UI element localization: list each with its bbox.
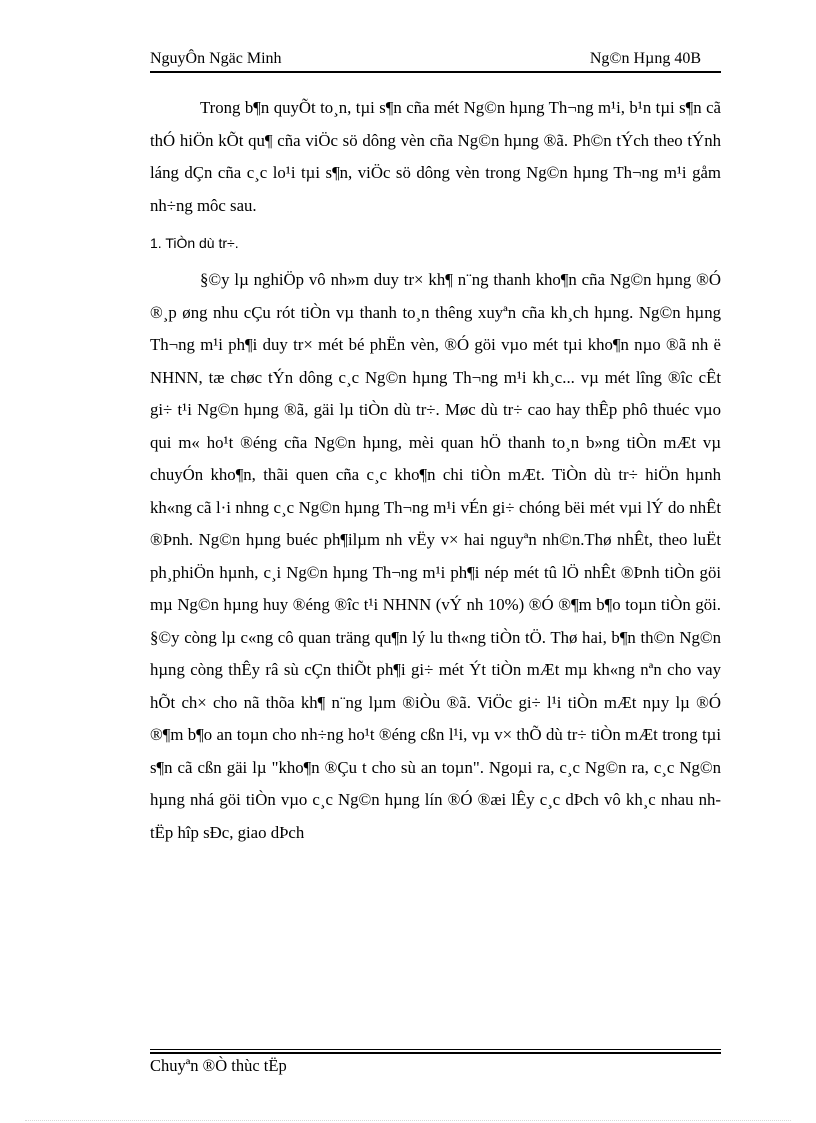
- page-bottom-edge: [25, 1120, 791, 1121]
- section-heading: 1. TiÒn dù tr÷.: [150, 235, 239, 251]
- page-body: [150, 92, 721, 849]
- intro-paragraph: Trong b¶n quyÕt to¸n, tµi s¶n cña mét Ng©n hµng Th¬ng m¹i, b¹n tµi s¶n cã thÓ hiÖn kÕt qu¶ cña viÖc sö dông vèn cña Ng©n hµng ®ã. Ph©n tÝch theo tÝnh láng dÇn cña c¸c lo¹i tµi s¶n, viÖc sö dông vèn trong Ng©n hµng Th¬ng m¹i gåm nh÷ng môc sau.: [150, 98, 721, 215]
- page-footer: Chuyªn ®Ò thùc tËp: [150, 1056, 287, 1075]
- header-author: NguyÔn Ngäc Minh: [150, 50, 282, 67]
- page-header: [150, 50, 721, 70]
- header-class-name: Ng©n Hµng 40B: [589, 50, 701, 67]
- footer-divider-thick: [150, 1052, 721, 1054]
- header-divider: [150, 71, 721, 73]
- section-paragraph: §©y lµ nghiÖp vô nh»m duy tr× kh¶ n¨ng thanh kho¶n cña Ng©n hµng ®Ó ®¸p øng nhu cÇu rót tiÒn vµ thanh to¸n thêng xuyªn cña kh¸ch hµng. Ng©n hµng Th¬ng m¹i ph¶i duy tr× mét bé phËn vèn, ®Ó göi vµo mét tµi kho¶n nµo ®ã nh ë NHNN, tæ chøc tÝn dông c¸c Ng©n hµng Th¬ng m¹i kh¸c... vµ mét lîng ®îc cÊt gi÷ t¹i Ng©n hµng ®ã, gäi lµ tiÒn dù tr÷. Møc dù tr÷ cao hay thÊp phô thuéc vµo qui m« ho¹t ®éng cña Ng©n hµng, mèi quan hÖ thanh to¸n b»ng tiÒn mÆt vµ chuyÓn kho¶n, thãi quen cña c¸c kho¶n chi tiÒn mÆt. TiÒn dù tr÷ hiÖn hµnh kh«ng cã l·i nhng c¸c Ng©n hµng Th¬ng m¹i vÉn gi÷ chóng bëi mét vµi lÝ do nhÊt ®Þnh. Ng©n hµng buéc ph¶ilµm nh vËy v× hai nguyªn nh©n.Thø nhÊt, theo luËt ph¸phiÖn hµnh, c¸i Ng©n hµng Th¬ng m¹i ph¶i nép mét tû lÖ nhÊt ®Þnh tiÒn göi mµ Ng©n hµng huy ®éng ®îc t¹i NHNN (vÝ nh 10%) ®Ó ®¶m b¶o toµn tiÒn göi. §©y còng lµ c«ng cô quan träng qu¶n lý lu th«ng tiÒn tÖ. Thø hai, b¶n th©n Ng©n hµng còng thÊy râ sù cÇn thiÕt ph¶i gi÷ mét Ýt tiÒn mÆt mµ kh«ng nªn cho vay hÕt ch× cho nã thõa kh¶ n¨ng lµm ®iÒu ®ã. ViÖc gi÷ l¹i tiÒn mÆt nµy lµ ®Ó ®¶m b¶o an toµn cho nh÷ng ho¹t ®éng cßn l¹i, vµ v× thÕ dù tr÷ tiÒn mÆt trong tµi s¶n cã cßn gäi lµ "kho¶n ®Çu t cho sù an toµn". Ngoµi ra, c¸c Ng©n ra, c¸c Ng©n hµng nhá göi tiÒn vµo c¸c Ng©n hµng lín ®Ó ®æi lÊy c¸c dÞch vô kh¸c nhau nh tËp hîp sÐc, giao dÞch: [150, 270, 721, 842]
- footer-divider-thin: [150, 1049, 721, 1050]
